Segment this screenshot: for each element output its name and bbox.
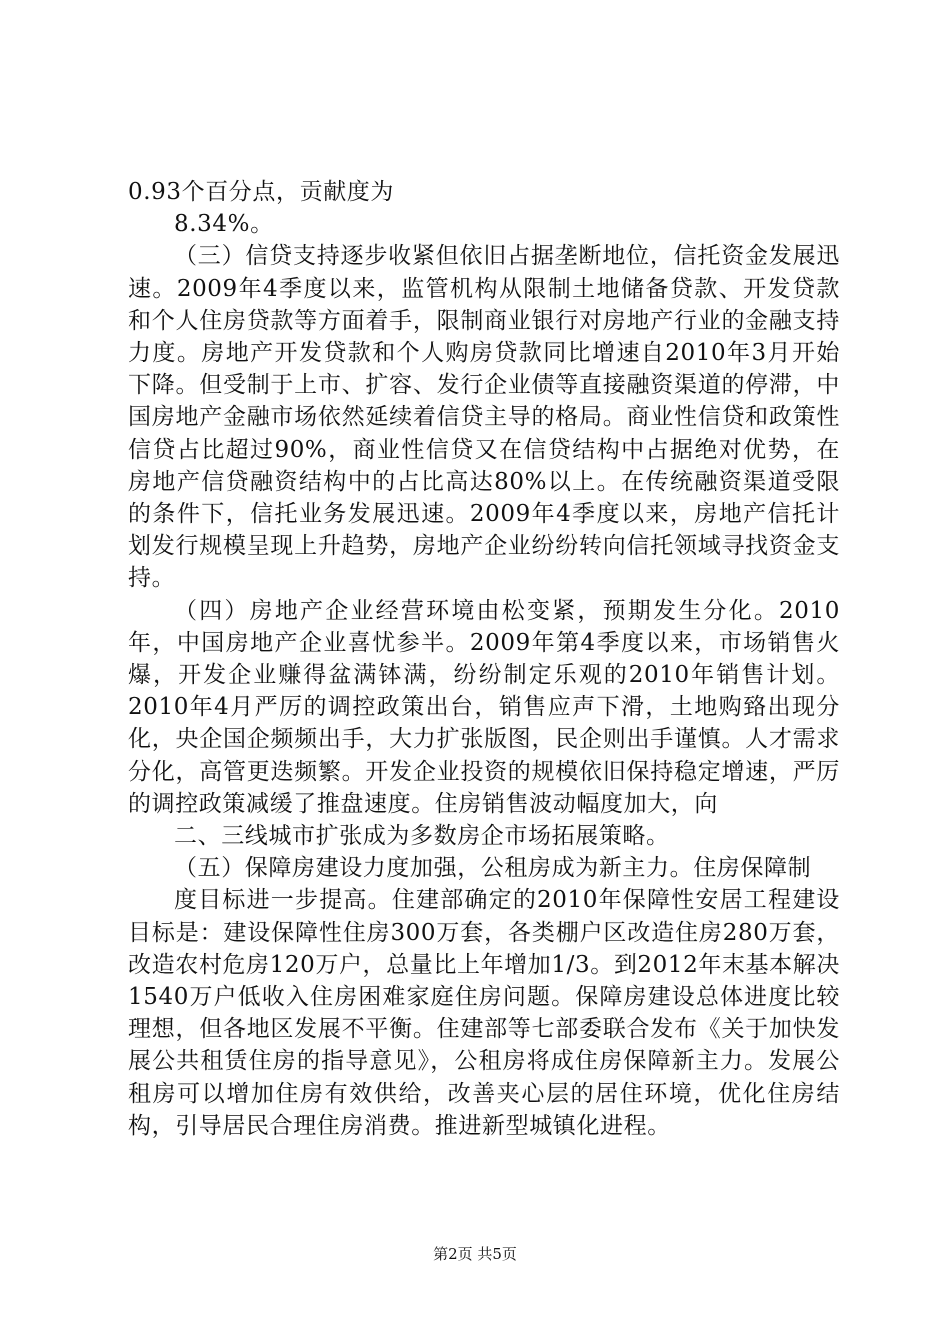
page-number: 第2页 共5页 bbox=[433, 1245, 517, 1263]
paragraph-continuation: 0.93个百分点，贡献度为 bbox=[128, 179, 395, 205]
page-footer bbox=[0, 1244, 950, 1264]
paragraph-housing-targets: 度目标进一步提高。住建部确定的2010年保障性安居工程建设目标是：建设保障性住房300万套，各类棚户区改造住房280万套，改造农村危房120万户，总量比上年增加1/3。到2012年末基本解决1540万户低收入住房困难家庭住房问题。保障房建设总体进度比较理想，但各地区发展不平衡。住建部等七部委联合发布《关于加快发展公共租赁住房的指导意见》，公租房将成住房保障新主力。发展公租房可以增加住房有效供给，改善夹心层的居住环境，优化住房结构，引导居民合理住房消费。推进新型城镇化进程。 bbox=[128, 887, 840, 1139]
paragraph-city-expansion: 二、三线城市扩张成为多数房企市场拓展策略。 bbox=[174, 823, 670, 850]
paragraph-credit-support: （三）信贷支持逐步收紧但依旧占据垄断地位，信托资金发展迅速。2009年4季度以来，监管机构从限制土地储备贷款、开发贷款和个人住房贷款等方面着手，限制商业银行对房地产行业的金融支持力度。房地产开发贷款和个人购房贷款同比增速自2010年3月开始下降。但受制于上市、扩容、发行企业债等直接融资渠道的停滞，中国房地产金融市场依然延续着信贷主导的格局。商业性信贷和政策性信贷占比超过90%，商业性信贷又在信贷结构中占据绝对优势，在房地产信贷融资结构中的占比高达80%以上。在传统融资渠道受限的条件下，信托业务发展迅速。2009年4季度以来，房地产信托计划发行规模呈现上升趋势，房地产企业纷纷转向信托领域寻找资金支持。 bbox=[128, 243, 840, 592]
paragraph-affordable-housing: （五）保障房建设力度加强，公租房成为新主力。住房保障制 bbox=[174, 855, 812, 882]
document-body bbox=[128, 176, 840, 1142]
paragraph-percentage: 8.34%。 bbox=[174, 211, 274, 238]
paragraph-business-environment: （四）房地产企业经营环境由松变紧，预期发生分化。2010年，中国房地产企业喜忧参半。2009年第4季度以来，市场销售火爆，开发企业赚得盆满钵满，纷纷制定乐观的2010年销售计划。2010年4月严厉的调控政策出台，销售应声下滑，土地购臵出现分化，央企国企频频出手，大力扩张版图，民企则出手谨慎。人才需求分化，高管更迭频繁。开发企业投资的规模依旧保持稳定增速，严厉的调控政策减缓了推盘速度。住房销售波动幅度加大，向 bbox=[128, 597, 840, 817]
